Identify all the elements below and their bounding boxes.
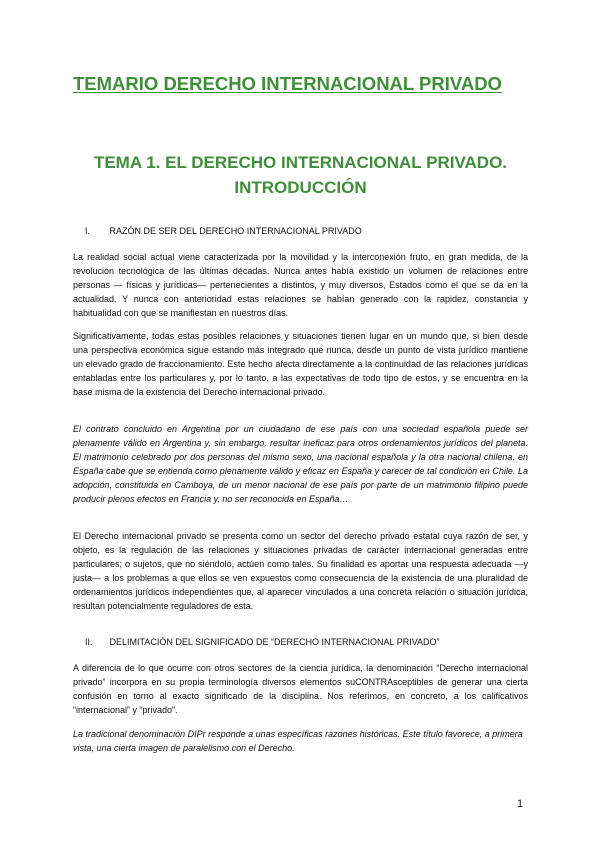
page-number: 1 [517,798,524,810]
paragraph-1-3-example: El contrato concluido en Argentina por un ciudadano de ese país con una sociedad española puede ser plenamente válido en Argentina y, sin embargo, resultar ineficaz para otros ordenamientos jurídicos del planeta. El matrimonio celebrado por dos personas del mismo sexo, una nacional española y la otra nacional chilena, en España cabe que se entienda como plenamente válido y eficaz en España y carecer de tal condición en Chile. La adopción, constituida en Camboya, de un menor nacional de ese país por parte de un matrimonio filipino puede producir plenos efectos en Francia y, no ser reconocida en España… [73,424,528,504]
section-heading-1-text: RAZÓN DE SER DEL DERECHO INTERNACIONAL PRIVADO [109,226,362,236]
paragraph-2-1: A diferencia de lo que ocurre con otros sectores de la ciencia jurídica, la denominación “Derecho internacional privado” incorpora en su propia terminología diversos elementos suCONTRAsceptibles de generar una cierta confusión en torno al exacto significado de la disciplina. Nos referimos, en concreto, a los calificativos “internacional” y “privado”. [73,663,528,715]
section-heading-2 [85,636,440,648]
paragraph-1-1: La realidad social actual viene caracterizada por la movilidad y la interconexión fruto, en gran medida, de la revolución tecnológica de las últimas décadas. Nunca antes había existido un volumen de relaciones entre personas — físicas y jurídicas— pertenecientes a distintos, y muy diversos, Estados como el que se da en la actualidad. Y nunca con anterioridad estas relaciones se habían generado con la rapidez, constancia y habitualidad con que se manifiestan en nuestros días. [73,252,528,318]
document-title: TEMARIO DERECHO INTERNACIONAL PRIVADO [73,73,502,94]
section-heading-1 [85,225,362,237]
paragraph-1-2: Significativamente, todas estas posibles relaciones y situaciones tienen lugar en un mundo que, si bien desde una perspectiva económica sigue estando más integrado que nunca, desde un punto de vista jurídico mantiene un elevado grado de fraccionamiento. Este hecho afecta directamente a la continuidad de las relaciones jurídicas entabladas entre los particulares y, por lo tanto, a las expectativas de todo tipo de estos, y se encuentra en la base misma de la existencia del Derecho internacional privado. [73,331,528,397]
tema-title: TEMA 1. EL DERECHO INTERNACIONAL PRIVADO. INTRODUCCIÓN [93,153,508,197]
section-number-1: I. [85,226,91,236]
section-heading-2-text: DELIMITACIÓN DEL SIGNIFICADO DE “DERECHO INTERNACIONAL PRIVADO” [109,637,440,647]
paragraph-1-4: El Derecho internacional privado se presenta como un sector del derecho privado estatal cuya razón de ser, y objeto, es la regulación de las relaciones y situaciones privadas de carácter internacional generadas entre particulares; o sujetos, que no siéndolo, actúen como tales. Su finalidad es aportar una respuesta adecuada —y justa— a los problemas a que ellos se ven expuestos como consecuencia de la existencia de una pluralidad de ordenamientos jurídicos independientes que, al aparecer vinculados a una concreta relación o situación jurídica, resultan potencialmente reguladores de esta. [73,531,528,611]
paragraph-2-2: La tradicional denominación DIPr responde a unas específicas razones históricas. Este título favorece, a primera vista, una cierta imagen de paralelismo con el Derecho. [73,729,523,753]
section-number-2: II. [85,637,93,647]
